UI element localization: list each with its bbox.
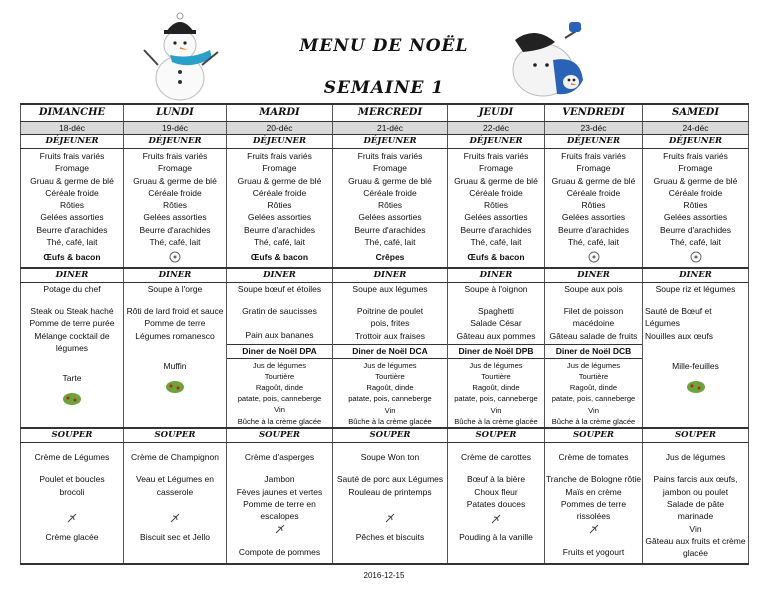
menu-item: Gelées assorties xyxy=(561,212,626,223)
menu-item: Bûche à la crème glacée xyxy=(454,416,538,426)
menu-item: rissolées xyxy=(576,511,611,522)
day-date: 21-déc xyxy=(333,122,448,135)
menu-item: Vin xyxy=(274,405,285,415)
menu-item: Fromage xyxy=(478,163,513,174)
soup: Crème d'asperges xyxy=(244,452,315,463)
menu-item: patate, pois, canneberge xyxy=(348,394,432,404)
menu-item: Thé, café, lait xyxy=(364,237,416,248)
dessert: Tarte xyxy=(62,373,82,384)
menu-item: Thé, café, lait xyxy=(567,237,620,248)
menu-item: Vin xyxy=(588,405,599,415)
soup: Soupe aux légumes xyxy=(352,283,428,294)
menu-item: Rôties xyxy=(683,200,708,211)
breakfast-special: Crêpes xyxy=(375,252,405,263)
menu-item: Rôties xyxy=(267,200,292,211)
soup: Jus de légumes xyxy=(665,452,726,463)
menu-item: Choux fleur xyxy=(474,486,518,497)
menu-item: Fromage xyxy=(262,163,297,174)
menu-item: Beurre d'arachides xyxy=(139,224,211,235)
menu-item: Ragoût, dinde xyxy=(366,383,414,393)
section-label: DÉJEUNER xyxy=(21,135,124,149)
menu-item: patate, pois, canneberge xyxy=(237,394,322,404)
flower-icon xyxy=(588,251,600,263)
day-name: DIMANCHE xyxy=(21,104,124,122)
menu-item: Gelées assorties xyxy=(143,212,207,223)
section-label: DINER xyxy=(643,268,749,283)
breakfast-cell xyxy=(643,149,749,268)
section-label: DÉJEUNER xyxy=(545,135,643,149)
leaf-icon xyxy=(490,513,502,525)
menu-item: Maïs en crème xyxy=(565,486,622,497)
section-label: SOUPER xyxy=(124,428,227,443)
breakfast-special: Œufs & bacon xyxy=(467,252,525,263)
supper-row xyxy=(21,443,749,565)
menu-item: Gelées assorties xyxy=(663,212,728,223)
breakfast-cell xyxy=(448,149,545,268)
menu-item: Fruits frais variés xyxy=(39,151,105,161)
menu-item: Thé, café, lait xyxy=(46,237,98,248)
menu-item: Légumes romanesco xyxy=(135,330,215,341)
menu-item: Steak ou Steak haché xyxy=(30,305,114,316)
menu-item: jambon ou poulet xyxy=(662,486,729,497)
menu-item: Fruits frais variés xyxy=(663,151,728,161)
menu-item: Gruau & germe de blé xyxy=(653,175,738,186)
menu-item: Tourtière xyxy=(578,372,609,382)
menu-item: Rôties xyxy=(483,200,509,211)
day-header-row xyxy=(21,104,749,122)
dessert: Compote de pommes xyxy=(238,546,321,557)
soup: Soupe à l'orge xyxy=(147,283,203,294)
dinner-cell xyxy=(448,282,545,428)
menu-item: Fromage xyxy=(372,163,407,174)
leaf-icon xyxy=(66,512,78,524)
page-title: MENU DE NOËL xyxy=(299,36,469,56)
menu-item: Pomme de terre xyxy=(144,318,206,329)
menu-item: Rôties xyxy=(162,200,188,211)
day-date: 18-déc xyxy=(21,122,124,135)
dessert: Biscuit sec et Jello xyxy=(140,531,210,542)
section-label: DINER xyxy=(448,268,545,283)
menu-item: Pains farcis aux œufs, xyxy=(653,474,738,485)
menu-item: Fromage xyxy=(576,163,611,174)
day-date: 24-déc xyxy=(643,122,749,135)
menu-item: Rôties xyxy=(581,200,606,211)
supper-cell xyxy=(448,443,545,565)
menu-item: Poitrine de poulet xyxy=(356,305,424,316)
dessert: Pouding à la vanille xyxy=(459,532,533,543)
menu-item: Gelées assorties xyxy=(464,212,528,223)
menu-item: Fromage xyxy=(157,163,192,174)
menu-item: Patates douces xyxy=(466,498,526,509)
day-date: 19-déc xyxy=(124,122,227,135)
menu-item: Jus de légumes xyxy=(252,360,307,370)
weekly-menu-table xyxy=(20,103,749,565)
menu-item: Jus de légumes xyxy=(469,360,523,370)
menu-item: Céréale froide xyxy=(45,187,99,198)
menu-item: Tourtière xyxy=(264,371,295,381)
menu-item: Sauté de porc aux Légumes xyxy=(336,474,444,485)
flower-icon xyxy=(690,251,702,263)
breakfast-special: Œufs & bacon xyxy=(250,252,309,263)
footer-date: 2016-12-15 xyxy=(363,571,405,580)
menu-item: Céréale froide xyxy=(566,187,621,198)
menu-item: patate, pois, canneberge xyxy=(551,394,636,404)
supper-cell xyxy=(227,443,333,565)
section-label: DÉJEUNER xyxy=(643,135,749,149)
soup: Soupe bœuf et étoiles xyxy=(237,283,322,294)
menu-item: Vin xyxy=(384,405,396,415)
dinner-cell xyxy=(124,282,227,428)
breakfast-cell xyxy=(124,149,227,268)
dinner-cell xyxy=(21,282,124,428)
menu-item: Rouleau de printemps xyxy=(348,486,432,497)
noel-dinner-title: Diner de Noël DPB xyxy=(448,344,544,359)
menu-item: Tranche de Bologne rôtie xyxy=(545,474,642,485)
menu-item: Vin xyxy=(689,523,702,534)
menu-item: Pomme de terre purée xyxy=(29,318,115,329)
menu-item: Jus de légumes xyxy=(363,360,417,370)
dessert: Pêches et biscuits xyxy=(355,531,425,542)
section-label: SOUPER xyxy=(643,428,749,443)
week-subtitle: SEMAINE 1 xyxy=(323,78,445,98)
menu-item: Jambon xyxy=(264,474,295,485)
leaf-icon xyxy=(169,512,181,524)
menu-item: Filet de poisson xyxy=(563,305,624,316)
menu-item: Thé, café, lait xyxy=(669,237,722,248)
menu-item: Trottoir aux fraises xyxy=(354,330,426,341)
breakfast-special: Œufs & bacon xyxy=(43,252,101,263)
dinner-cell xyxy=(333,282,448,428)
dessert: Muffin xyxy=(163,360,187,371)
menu-item: Beurre d'arachides xyxy=(460,224,532,235)
day-date: 20-déc xyxy=(227,122,333,135)
dessert: Gâteau aux fruits et crème glacée xyxy=(645,535,746,559)
menu-item: Rôties xyxy=(59,200,85,211)
section-label: SOUPER xyxy=(21,428,124,443)
day-name: MARDI xyxy=(227,104,333,122)
menu-item: Spaghetti xyxy=(478,305,514,316)
dinner-header-row xyxy=(21,268,749,283)
supper-cell xyxy=(333,443,448,565)
christmas-ornament-icon xyxy=(164,378,186,394)
menu-item: pois, frites xyxy=(370,318,410,329)
section-label: DINER xyxy=(124,268,227,283)
menu-item: Gelées assorties xyxy=(40,212,104,223)
menu-item: Thé, café, lait xyxy=(253,237,306,248)
menu-item: Céréale froide xyxy=(363,187,417,198)
menu-item: Fruits frais variés xyxy=(247,151,312,161)
menu-item: Gruau & germe de blé xyxy=(348,175,432,186)
day-date: 23-déc xyxy=(545,122,643,135)
day-name: LUNDI xyxy=(124,104,227,122)
menu-item: brocoli xyxy=(59,486,85,497)
menu-item: Gruau & germe de blé xyxy=(133,175,217,186)
breakfast-header-row xyxy=(21,135,749,149)
soup: Soupe Won ton xyxy=(360,452,420,463)
breakfast-row xyxy=(21,149,749,268)
menu-item: Sauté de Bœuf et xyxy=(645,305,712,316)
menu-item: Fèves jaunes et vertes xyxy=(236,486,323,497)
menu-item: Gruau & germe de blé xyxy=(551,175,636,186)
menu-item: Fruits frais variés xyxy=(561,151,626,161)
section-label: SOUPER xyxy=(227,428,333,443)
menu-item: Bûche à la crème glacée xyxy=(348,416,432,426)
date-row xyxy=(21,122,749,135)
menu-item: Gruau & germe de blé xyxy=(454,175,538,186)
section-label: SOUPER xyxy=(333,428,448,443)
menu-item: Gâteau salade de fruits xyxy=(549,330,638,341)
section-label: DINER xyxy=(21,268,124,283)
breakfast-cell xyxy=(227,149,333,268)
menu-item: Veau et Légumes en xyxy=(136,474,214,485)
menu-item: Tourtière xyxy=(481,372,511,382)
menu-item: Thé, café, lait xyxy=(470,237,522,248)
menu-item: Fruits frais variés xyxy=(463,151,529,161)
menu-item: Gruau & germe de blé xyxy=(237,175,322,186)
day-name: SAMEDI xyxy=(643,104,749,122)
menu-item: Beurre d'arachides xyxy=(243,224,316,235)
dinner-cell xyxy=(545,282,643,428)
day-name: JEUDI xyxy=(448,104,545,122)
section-label: DINER xyxy=(545,268,643,283)
menu-item: casserole xyxy=(156,486,194,497)
menu-item: Jus de légumes xyxy=(566,360,621,370)
section-label: SOUPER xyxy=(545,428,643,443)
soup: Soupe aux pois xyxy=(564,283,623,294)
soup: Soupe à l'oignon xyxy=(464,283,528,294)
christmas-ornament-icon xyxy=(61,390,83,406)
dinner-row xyxy=(21,282,749,428)
menu-item: Bûche à la crème glacée xyxy=(551,416,636,426)
menu-item: Gâteau aux pommes xyxy=(456,330,536,341)
dinner-cell xyxy=(227,282,333,428)
noel-dinner-title: Diner de Noël DPA xyxy=(227,344,332,359)
supper-header-row xyxy=(21,428,749,443)
menu-item: Pain aux bananes xyxy=(245,330,314,341)
christmas-ornament-icon xyxy=(685,378,707,394)
menu-item: Ragoût, dinde xyxy=(472,383,520,393)
section-label: DÉJEUNER xyxy=(448,135,545,149)
breakfast-cell xyxy=(545,149,643,268)
section-label: SOUPER xyxy=(448,428,545,443)
menu-item: Vin xyxy=(490,405,502,415)
menu-item: Poulet et boucles xyxy=(39,474,105,485)
menu-item: Nouilles aux œufs xyxy=(645,330,714,341)
dessert: Mille-feuilles xyxy=(672,360,719,371)
noel-dinner-title: Diner de Noël DCB xyxy=(545,344,642,359)
menu-item: Gruau & germe de blé xyxy=(30,175,114,186)
menu-item: Gelées assorties xyxy=(358,212,422,223)
dinner-cell xyxy=(643,282,749,428)
menu-item: patate, pois, canneberge xyxy=(454,394,538,404)
menu-item: Beurre d'arachides xyxy=(659,224,732,235)
menu-item: Rôties xyxy=(377,200,403,211)
menu-item: Ragoût, dinde xyxy=(255,382,304,392)
flower-icon xyxy=(169,251,181,263)
breakfast-cell xyxy=(21,149,124,268)
noel-dinner-title: Diner de Noël DCA xyxy=(333,344,447,359)
menu-item: Salade de pâte xyxy=(666,498,725,509)
day-date: 22-déc xyxy=(448,122,545,135)
day-name: MERCREDI xyxy=(333,104,448,122)
menu-item: Céréale froide xyxy=(469,187,523,198)
menu-item: Céréale froide xyxy=(668,187,723,198)
menu-item: Beurre d'arachides xyxy=(36,224,108,235)
soup: Soupe riz et légumes xyxy=(655,283,736,294)
leaf-icon xyxy=(384,512,396,524)
menu-item: Légumes xyxy=(645,318,680,329)
soup: Crème de carottes xyxy=(461,452,531,463)
menu-item: Fruits frais variés xyxy=(142,151,208,161)
menu-item: Salade César xyxy=(470,318,522,329)
menu-item: Fromage xyxy=(678,163,713,174)
soup: Potage du chef xyxy=(43,283,101,294)
menu-item: Fromage xyxy=(54,163,89,174)
supper-cell xyxy=(545,443,643,565)
menu-item: macédoine xyxy=(572,318,615,329)
menu-item: Pomme de terre en xyxy=(243,498,316,509)
breakfast-cell xyxy=(333,149,448,268)
soup: Crème de tomates xyxy=(558,452,629,463)
leaf-icon xyxy=(274,523,286,535)
section-label: DINER xyxy=(227,268,333,283)
supper-cell xyxy=(643,443,749,565)
menu-item: Céréale froide xyxy=(252,187,307,198)
section-label: DÉJEUNER xyxy=(227,135,333,149)
menu-item: Ragoût, dinde xyxy=(569,383,618,393)
soup: Crème de Champignon xyxy=(131,452,219,463)
menu-item: Thé, café, lait xyxy=(149,237,201,248)
menu-item: Beurre d'arachides xyxy=(354,224,426,235)
menu-item: Bûche à la crème glacée xyxy=(237,416,322,426)
menu-item: escalopes xyxy=(260,511,299,522)
menu-item: Mélange cocktail de légumes xyxy=(34,330,110,353)
menu-item: Rôti de lard froid et sauce xyxy=(126,305,224,316)
menu-item: Gelées assorties xyxy=(247,212,312,223)
dessert: Fruits et yogourt xyxy=(562,546,625,557)
menu-item: Tourtière xyxy=(375,372,405,382)
menu-item: Beurre d'arachides xyxy=(557,224,630,235)
supper-cell xyxy=(124,443,227,565)
section-label: DINER xyxy=(333,268,448,283)
soup: Crème de Légumes xyxy=(34,452,110,463)
section-label: DÉJEUNER xyxy=(124,135,227,149)
menu-item: Bœuf à la bière xyxy=(466,474,526,485)
menu-item: marinade xyxy=(677,511,714,522)
day-name: VENDREDI xyxy=(545,104,643,122)
menu-item: Céréale froide xyxy=(148,187,202,198)
section-label: DÉJEUNER xyxy=(333,135,448,149)
leaf-icon xyxy=(588,523,600,535)
supper-cell xyxy=(21,443,124,565)
menu-item: Pommes de terre xyxy=(560,498,627,509)
dessert: Crème glacée xyxy=(45,531,99,542)
menu-item: Fruits frais variés xyxy=(357,151,423,161)
menu-item: Gratin de saucisses xyxy=(242,305,317,316)
